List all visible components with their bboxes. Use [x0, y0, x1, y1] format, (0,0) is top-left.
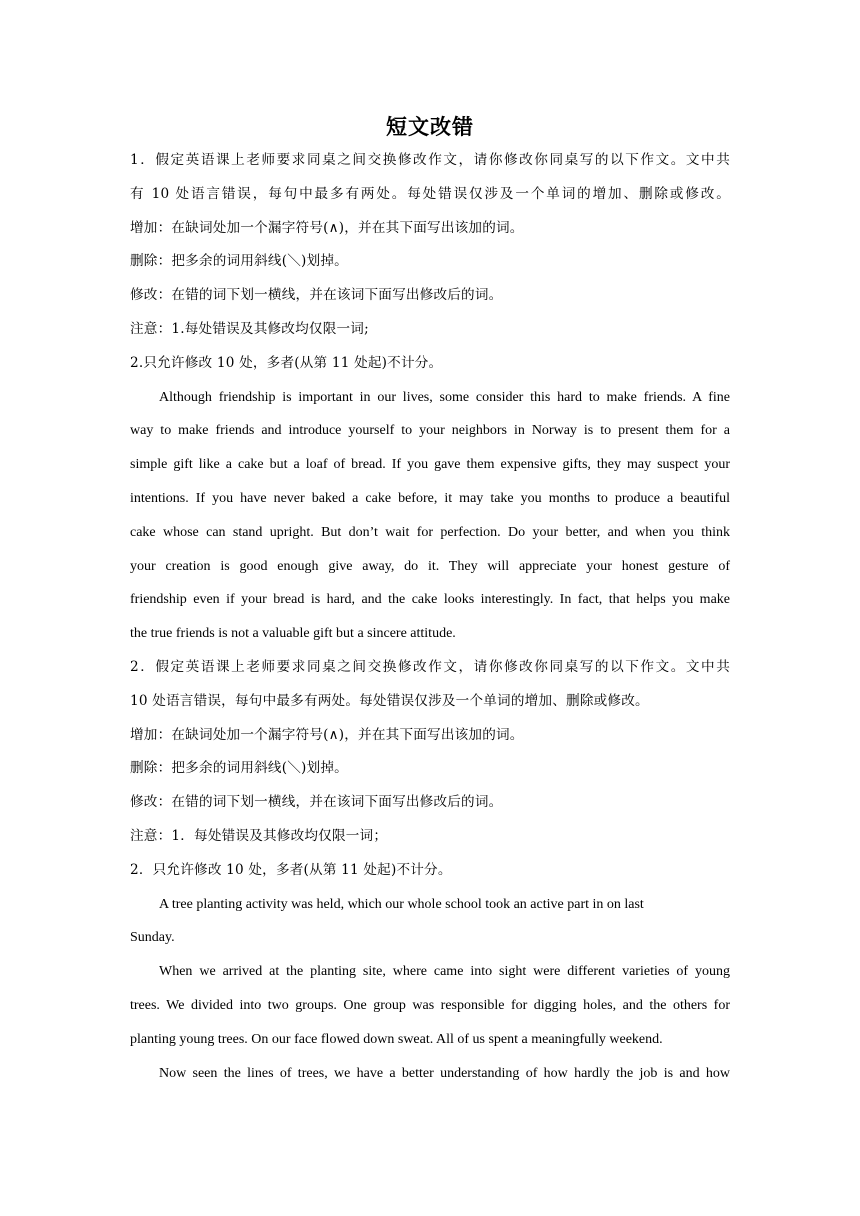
q2-rule-delete: 删除：把多余的词用斜线(＼)划掉。	[130, 760, 348, 777]
q2-instruction-line: 10 处语言错误，每句中最多有两处。每处错误仅涉及一个单词的增加、删除或修改。	[130, 692, 649, 709]
q1-passage-line: intentions. If you have never baked a cake before, it may take you months to produce a beautiful	[130, 490, 730, 506]
q1-passage-line: friendship even if your bread is hard, and the cake looks interestingly. In fact, that helps you make	[130, 592, 730, 608]
q2-rule-modify: 修改：在错的词下划一横线，并在该词下面写出修改后的词。	[130, 794, 503, 811]
q2-note-2: 2．只允许修改 10 处，多者(从第 11 处起)不计分。	[130, 861, 452, 878]
q1-passage-line: simple gift like a cake but a loaf of bread. If you gave them expensive gifts, they may suspect your	[130, 457, 730, 473]
page-title: 短文改错	[386, 115, 474, 139]
q2-note-1: 注意：1．每处错误及其修改均仅限一词；	[130, 827, 388, 844]
q2-passage-line: When we arrived at the planting site, where came into sight were different varieties of young	[159, 964, 730, 980]
document-page	[130, 112, 730, 1090]
q1-rule-modify: 修改：在错的词下划一横线，并在该词下面写出修改后的词。	[130, 287, 503, 304]
q1-passage-line: way to make friends and introduce yourself to your neighbors in Norway is to present them for a	[130, 423, 730, 439]
q1-passage-line: your creation is good enough give away, do it. They will appreciate your honest gesture of	[130, 558, 730, 574]
q1-passage-line: cake whose can stand upright. But don’t wait for perfection. Do your better, and when you think	[130, 524, 730, 540]
q1-note-2: 2.只允许修改 10 处，多者(从第 11 处起)不计分。	[130, 354, 443, 371]
q2-passage-line: planting young trees. On our face flowed down sweat. All of us spent a meaningfully weekend.	[130, 1031, 663, 1047]
q1-instruction-line: 1．假定英语课上老师要求同桌之间交换修改作文，请你修改你同桌写的以下作文。文中共	[130, 152, 730, 168]
q1-instruction-line: 有 10 处语言错误，每句中最多有两处。每处错误仅涉及一个单词的增加、删除或修改。	[130, 185, 730, 202]
q1-note-1: 注意：1.每处错误及其修改均仅限一词;	[130, 320, 369, 337]
q1-passage-line: the true friends is not a valuable gift but a sincere attitude.	[130, 626, 456, 642]
q1-rule-add: 增加：在缺词处加一个漏字符号(∧)，并在其下面写出该加的词。	[130, 219, 524, 236]
q2-instruction-line: 2．假定英语课上老师要求同桌之间交换修改作文，请你修改你同桌写的以下作文。文中共	[130, 658, 730, 675]
q2-passage-line: trees. We divided into two groups. One group was responsible for digging holes, and the others for	[130, 997, 730, 1013]
q1-passage-line: Although friendship is important in our lives, some consider this hard to make friends. A fine	[159, 389, 730, 405]
q2-passage-line: Sunday.	[130, 930, 175, 946]
q1-rule-delete: 删除：把多余的词用斜线(＼)划掉。	[130, 253, 348, 270]
q2-rule-add: 增加：在缺词处加一个漏字符号(∧)，并在其下面写出该加的词。	[130, 726, 524, 743]
q2-passage-line: Now seen the lines of trees, we have a better understanding of how hardly the job is and how	[159, 1065, 730, 1081]
q2-passage-line: A tree planting activity was held, which our whole school took an active part in on last	[159, 896, 644, 912]
